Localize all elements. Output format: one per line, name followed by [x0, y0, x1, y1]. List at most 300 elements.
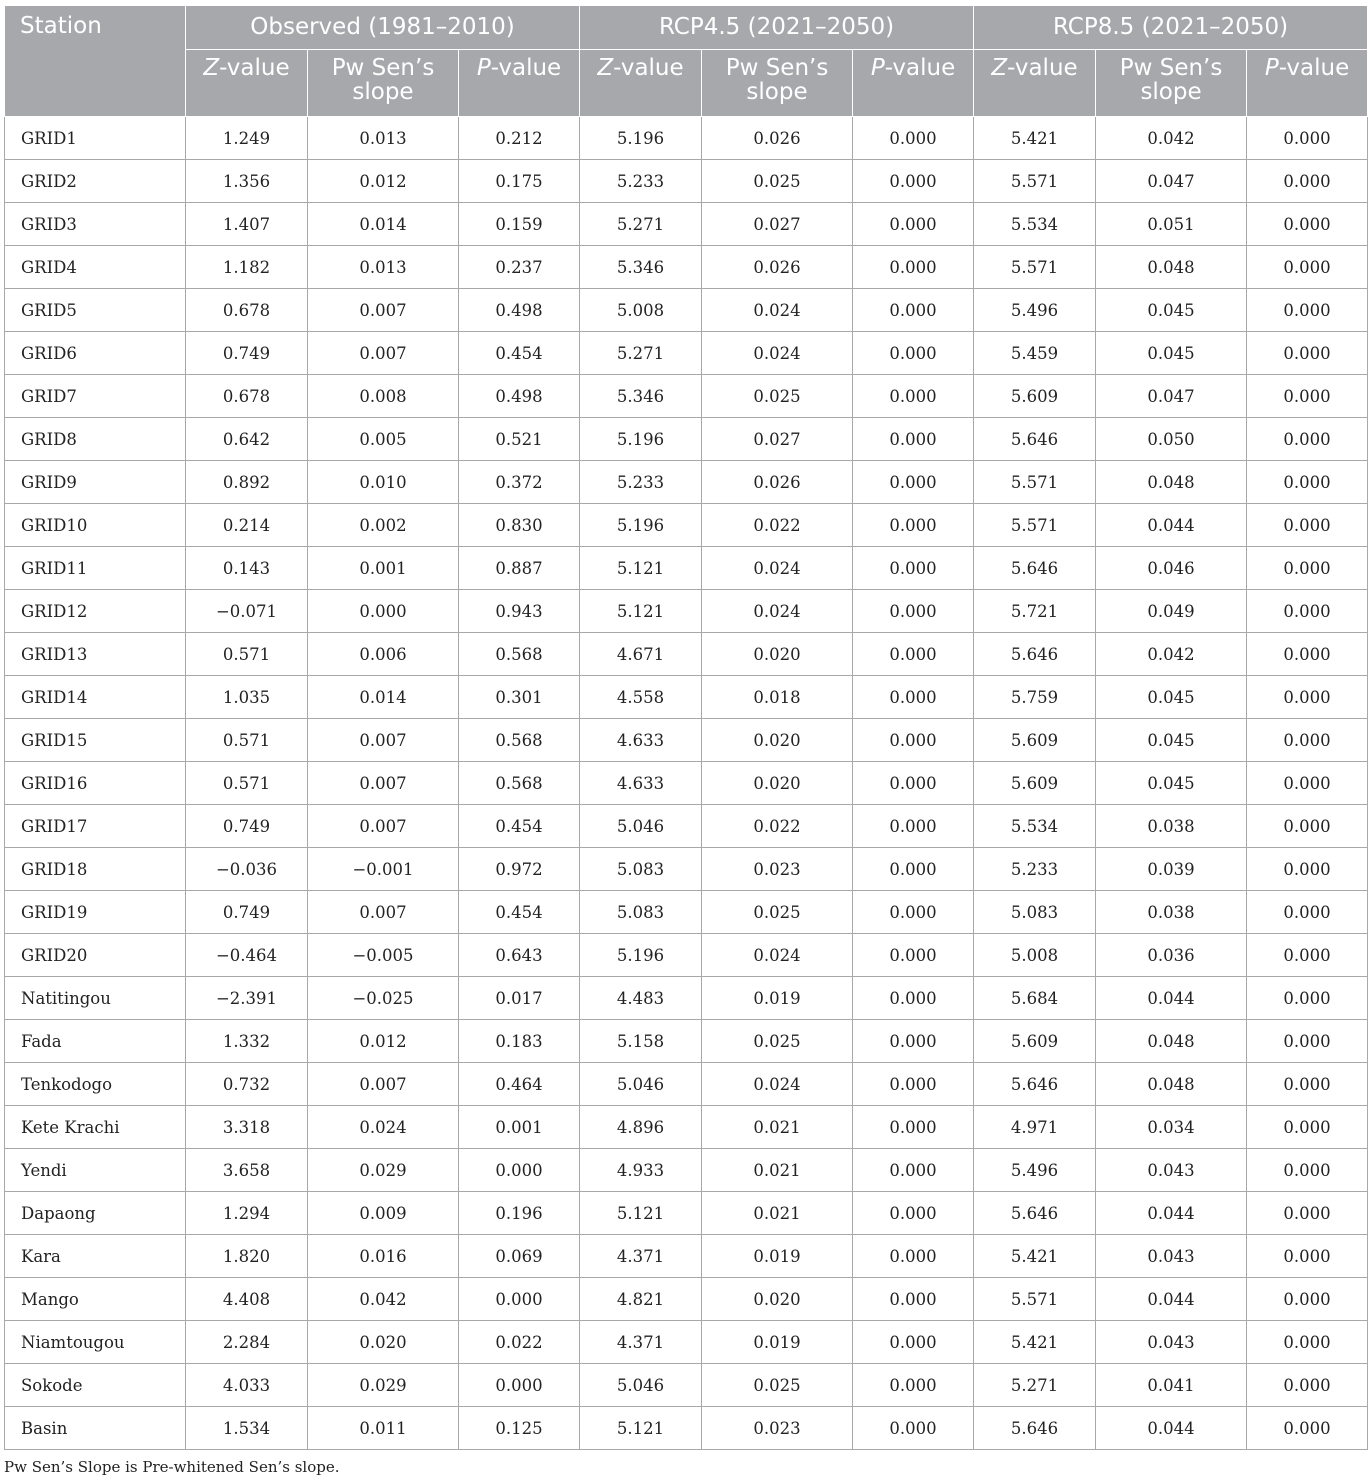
value-cell: 0.000: [853, 203, 974, 246]
value-cell: 5.121: [580, 1192, 702, 1235]
value-cell: 0.000: [853, 1235, 974, 1278]
value-cell: 5.196: [580, 117, 702, 160]
table-row: [5, 762, 1368, 805]
table-row: [5, 1321, 1368, 1364]
value-cell: 5.121: [580, 547, 702, 590]
value-cell: 3.658: [186, 1149, 308, 1192]
subcolumn-header-z-value: [974, 50, 1096, 117]
value-cell: 0.012: [308, 160, 459, 203]
value-cell: 1.820: [186, 1235, 308, 1278]
value-cell: 0.643: [459, 934, 580, 977]
value-cell: 0.000: [853, 375, 974, 418]
value-cell: 5.609: [974, 375, 1096, 418]
value-cell: 0.000: [1247, 934, 1368, 977]
table-row: [5, 805, 1368, 848]
value-cell: 0.454: [459, 805, 580, 848]
value-cell: 0.183: [459, 1020, 580, 1063]
value-cell: 0.000: [853, 1063, 974, 1106]
value-cell: 0.642: [186, 418, 308, 461]
observed-group-header: Observed (1981–2010): [186, 6, 580, 50]
value-cell: 0.000: [308, 590, 459, 633]
value-cell: 4.633: [580, 719, 702, 762]
value-cell: 1.332: [186, 1020, 308, 1063]
value-cell: 0.045: [1096, 332, 1247, 375]
value-cell: 0.000: [459, 1364, 580, 1407]
station-name-cell: GRID18: [5, 848, 186, 891]
value-cell: 0.498: [459, 289, 580, 332]
value-cell: 4.933: [580, 1149, 702, 1192]
table-row: [5, 547, 1368, 590]
value-cell: 0.000: [1247, 375, 1368, 418]
value-cell: 0.000: [853, 504, 974, 547]
value-cell: 0.013: [308, 246, 459, 289]
value-cell: 0.000: [853, 461, 974, 504]
value-cell: 0.943: [459, 590, 580, 633]
value-cell: 0.046: [1096, 547, 1247, 590]
value-cell: 0.196: [459, 1192, 580, 1235]
value-cell: 0.024: [702, 547, 853, 590]
value-cell: 0.007: [308, 805, 459, 848]
value-cell: 0.069: [459, 1235, 580, 1278]
value-cell: 0.047: [1096, 160, 1247, 203]
value-cell: 5.759: [974, 676, 1096, 719]
value-cell: 5.233: [580, 160, 702, 203]
value-cell: 0.454: [459, 332, 580, 375]
value-cell: 5.008: [580, 289, 702, 332]
value-cell: 0.023: [702, 848, 853, 891]
table-footnote: Pw Sen’s Slope is Pre-whitened Sen’s slope.: [4, 1458, 340, 1476]
value-cell: 0.571: [186, 719, 308, 762]
table-row: [5, 504, 1368, 547]
station-name-cell: GRID16: [5, 762, 186, 805]
value-cell: 0.034: [1096, 1106, 1247, 1149]
value-cell: 5.196: [580, 504, 702, 547]
subcolumn-header-pw-sens-slope: [308, 50, 459, 117]
subcolumn-header-pw-sens-slope: [702, 50, 853, 117]
value-cell: 0.000: [853, 891, 974, 934]
value-cell: 0.732: [186, 1063, 308, 1106]
subcolumn-header-italic: Z: [991, 55, 1008, 81]
value-cell: 0.047: [1096, 375, 1247, 418]
value-cell: 0.025: [702, 891, 853, 934]
station-name-cell: GRID3: [5, 203, 186, 246]
value-cell: 0.007: [308, 762, 459, 805]
table-row: [5, 1106, 1368, 1149]
value-cell: 0.000: [1247, 1278, 1368, 1321]
value-cell: 0.498: [459, 375, 580, 418]
value-cell: 0.000: [1247, 461, 1368, 504]
value-cell: 5.496: [974, 289, 1096, 332]
value-cell: 0.000: [1247, 203, 1368, 246]
value-cell: −0.001: [308, 848, 459, 891]
station-name-cell: GRID9: [5, 461, 186, 504]
value-cell: 0.212: [459, 117, 580, 160]
value-cell: 5.271: [580, 203, 702, 246]
value-cell: 0.000: [1247, 1106, 1368, 1149]
value-cell: 0.005: [308, 418, 459, 461]
subcolumn-header-italic: P: [870, 55, 885, 81]
value-cell: 0.048: [1096, 1063, 1247, 1106]
value-cell: 0.301: [459, 676, 580, 719]
value-cell: 0.025: [702, 160, 853, 203]
value-cell: 0.568: [459, 762, 580, 805]
value-cell: 0.237: [459, 246, 580, 289]
value-cell: 0.045: [1096, 719, 1247, 762]
value-cell: 0.014: [308, 203, 459, 246]
value-cell: 0.000: [853, 418, 974, 461]
value-cell: 5.083: [580, 848, 702, 891]
station-name-cell: GRID11: [5, 547, 186, 590]
value-cell: 0.020: [308, 1321, 459, 1364]
value-cell: 4.896: [580, 1106, 702, 1149]
value-cell: −0.025: [308, 977, 459, 1020]
subcolumn-header-z-value: [186, 50, 308, 117]
value-cell: 0.000: [1247, 891, 1368, 934]
value-cell: 1.407: [186, 203, 308, 246]
value-cell: 0.044: [1096, 1192, 1247, 1235]
value-cell: 0.016: [308, 1235, 459, 1278]
value-cell: 0.000: [459, 1278, 580, 1321]
value-cell: 0.892: [186, 461, 308, 504]
value-cell: 5.571: [974, 160, 1096, 203]
value-cell: 4.633: [580, 762, 702, 805]
value-cell: 0.026: [702, 117, 853, 160]
station-name-cell: GRID14: [5, 676, 186, 719]
station-name-cell: Kete Krachi: [5, 1106, 186, 1149]
value-cell: 0.000: [1247, 1192, 1368, 1235]
value-cell: 0.678: [186, 289, 308, 332]
value-cell: 0.372: [459, 461, 580, 504]
station-name-cell: Mango: [5, 1278, 186, 1321]
value-cell: 0.025: [702, 1364, 853, 1407]
table-row: [5, 461, 1368, 504]
value-cell: 1.534: [186, 1407, 308, 1450]
value-cell: 0.143: [186, 547, 308, 590]
value-cell: 0.000: [853, 1106, 974, 1149]
value-cell: 0.887: [459, 547, 580, 590]
value-cell: 5.459: [974, 332, 1096, 375]
value-cell: 0.000: [1247, 1020, 1368, 1063]
value-cell: 0.000: [1247, 547, 1368, 590]
value-cell: 5.646: [974, 1407, 1096, 1450]
value-cell: 0.000: [1247, 805, 1368, 848]
subcolumn-header-p-value: [459, 50, 580, 117]
value-cell: 0.044: [1096, 977, 1247, 1020]
value-cell: 0.021: [702, 1106, 853, 1149]
value-cell: 0.020: [702, 633, 853, 676]
value-cell: 0.007: [308, 1063, 459, 1106]
value-cell: 5.646: [974, 547, 1096, 590]
value-cell: 0.011: [308, 1407, 459, 1450]
value-cell: 0.125: [459, 1407, 580, 1450]
value-cell: 0.048: [1096, 461, 1247, 504]
value-cell: 1.182: [186, 246, 308, 289]
value-cell: 5.046: [580, 1364, 702, 1407]
value-cell: 0.020: [702, 762, 853, 805]
value-cell: 0.000: [1247, 504, 1368, 547]
rcp85-group-header: RCP8.5 (2021–2050): [974, 6, 1368, 50]
value-cell: 0.012: [308, 1020, 459, 1063]
value-cell: 0.000: [853, 289, 974, 332]
value-cell: 0.972: [459, 848, 580, 891]
table-row: [5, 1364, 1368, 1407]
value-cell: −0.464: [186, 934, 308, 977]
value-cell: 0.000: [1247, 977, 1368, 1020]
station-name-cell: GRID19: [5, 891, 186, 934]
station-name-cell: Natitingou: [5, 977, 186, 1020]
value-cell: 0.000: [1247, 418, 1368, 461]
value-cell: 0.043: [1096, 1235, 1247, 1278]
station-name-cell: GRID13: [5, 633, 186, 676]
value-cell: 0.000: [1247, 332, 1368, 375]
table-row: [5, 590, 1368, 633]
value-cell: 0.000: [1247, 246, 1368, 289]
value-cell: 0.038: [1096, 805, 1247, 848]
value-cell: 0.029: [308, 1149, 459, 1192]
station-name-cell: Kara: [5, 1235, 186, 1278]
value-cell: 0.018: [702, 676, 853, 719]
value-cell: 0.000: [853, 246, 974, 289]
subcolumn-header-italic: P: [1264, 55, 1279, 81]
value-cell: 0.000: [853, 332, 974, 375]
table-row: [5, 891, 1368, 934]
value-cell: 4.821: [580, 1278, 702, 1321]
value-cell: 0.000: [1247, 719, 1368, 762]
subcolumn-header-text: -value: [219, 55, 290, 81]
value-cell: 5.534: [974, 805, 1096, 848]
value-cell: 5.196: [580, 418, 702, 461]
table-row: [5, 246, 1368, 289]
value-cell: 0.214: [186, 504, 308, 547]
value-cell: 0.042: [308, 1278, 459, 1321]
value-cell: 0.013: [308, 117, 459, 160]
table-row: [5, 934, 1368, 977]
value-cell: 5.271: [580, 332, 702, 375]
value-cell: 5.646: [974, 418, 1096, 461]
value-cell: 0.000: [853, 590, 974, 633]
value-cell: 0.025: [702, 1020, 853, 1063]
value-cell: 5.571: [974, 504, 1096, 547]
station-name-cell: GRID8: [5, 418, 186, 461]
station-name-cell: Sokode: [5, 1364, 186, 1407]
station-name-cell: Dapaong: [5, 1192, 186, 1235]
value-cell: 0.000: [1247, 1321, 1368, 1364]
value-cell: 0.022: [702, 504, 853, 547]
value-cell: 0.000: [853, 1364, 974, 1407]
value-cell: 0.000: [1247, 289, 1368, 332]
value-cell: 0.024: [702, 934, 853, 977]
value-cell: 0.000: [853, 719, 974, 762]
value-cell: 5.496: [974, 1149, 1096, 1192]
value-cell: 5.684: [974, 977, 1096, 1020]
value-cell: 5.083: [974, 891, 1096, 934]
value-cell: 0.000: [1247, 1149, 1368, 1192]
subcolumn-header-text: -value: [490, 55, 562, 81]
value-cell: 5.046: [580, 805, 702, 848]
value-cell: 0.050: [1096, 418, 1247, 461]
value-cell: 0.021: [702, 1192, 853, 1235]
station-name-cell: GRID1: [5, 117, 186, 160]
value-cell: 0.007: [308, 719, 459, 762]
value-cell: 5.571: [974, 1278, 1096, 1321]
value-cell: 0.000: [1247, 1364, 1368, 1407]
table-row: [5, 848, 1368, 891]
value-cell: 0.000: [853, 117, 974, 160]
value-cell: 5.609: [974, 719, 1096, 762]
value-cell: 0.051: [1096, 203, 1247, 246]
value-cell: 0.044: [1096, 1278, 1247, 1321]
value-cell: 0.041: [1096, 1364, 1247, 1407]
value-cell: 0.175: [459, 160, 580, 203]
value-cell: 0.000: [1247, 762, 1368, 805]
value-cell: 0.022: [459, 1321, 580, 1364]
value-cell: 5.121: [580, 590, 702, 633]
value-cell: 0.749: [186, 805, 308, 848]
value-cell: 0.042: [1096, 117, 1247, 160]
value-cell: 0.007: [308, 332, 459, 375]
value-cell: 5.196: [580, 934, 702, 977]
station-name-cell: GRID7: [5, 375, 186, 418]
value-cell: −0.036: [186, 848, 308, 891]
value-cell: 0.000: [853, 848, 974, 891]
subcolumn-header-p-value: [853, 50, 974, 117]
value-cell: 0.000: [1247, 117, 1368, 160]
table-row: [5, 633, 1368, 676]
subcolumn-header-italic: Z: [203, 55, 220, 81]
value-cell: 5.571: [974, 246, 1096, 289]
station-name-cell: GRID2: [5, 160, 186, 203]
value-cell: 0.000: [1247, 590, 1368, 633]
value-cell: 0.042: [1096, 633, 1247, 676]
table-row: [5, 160, 1368, 203]
value-cell: 0.019: [702, 1235, 853, 1278]
value-cell: 0.039: [1096, 848, 1247, 891]
value-cell: 0.026: [702, 246, 853, 289]
value-cell: 0.571: [186, 633, 308, 676]
table-row: [5, 418, 1368, 461]
value-cell: 5.609: [974, 762, 1096, 805]
value-cell: 0.000: [1247, 1235, 1368, 1278]
value-cell: 0.000: [853, 1149, 974, 1192]
station-name-cell: GRID12: [5, 590, 186, 633]
value-cell: 0.029: [308, 1364, 459, 1407]
table-row: [5, 332, 1368, 375]
value-cell: 0.830: [459, 504, 580, 547]
value-cell: 5.083: [580, 891, 702, 934]
value-cell: 0.000: [1247, 676, 1368, 719]
value-cell: 0.024: [702, 332, 853, 375]
table-row: [5, 1063, 1368, 1106]
subcolumn-header-text: -value: [1007, 55, 1078, 81]
value-cell: 5.609: [974, 1020, 1096, 1063]
value-cell: −0.005: [308, 934, 459, 977]
station-name-cell: Basin: [5, 1407, 186, 1450]
trend-results-table: [4, 5, 1368, 1450]
rcp45-group-header: RCP4.5 (2021–2050): [580, 6, 974, 50]
table-body: [5, 117, 1368, 1450]
value-cell: 1.356: [186, 160, 308, 203]
subcolumn-header-text: -value: [613, 55, 684, 81]
value-cell: 5.346: [580, 375, 702, 418]
value-cell: 0.024: [702, 289, 853, 332]
value-cell: 0.000: [853, 762, 974, 805]
station-name-cell: GRID5: [5, 289, 186, 332]
value-cell: 0.000: [853, 633, 974, 676]
value-cell: 0.568: [459, 719, 580, 762]
value-cell: 0.000: [853, 977, 974, 1020]
value-cell: 1.294: [186, 1192, 308, 1235]
value-cell: 0.678: [186, 375, 308, 418]
value-cell: 0.749: [186, 891, 308, 934]
value-cell: 4.558: [580, 676, 702, 719]
table-row: [5, 676, 1368, 719]
value-cell: 0.007: [308, 891, 459, 934]
value-cell: 5.721: [974, 590, 1096, 633]
value-cell: 0.023: [702, 1407, 853, 1450]
station-name-cell: GRID6: [5, 332, 186, 375]
value-cell: 0.000: [853, 1278, 974, 1321]
subcolumn-header-z-value: [580, 50, 702, 117]
value-cell: 0.002: [308, 504, 459, 547]
value-cell: 5.571: [974, 461, 1096, 504]
value-cell: 0.000: [853, 934, 974, 977]
value-cell: 0.464: [459, 1063, 580, 1106]
value-cell: 0.454: [459, 891, 580, 934]
station-name-cell: GRID17: [5, 805, 186, 848]
value-cell: 0.048: [1096, 246, 1247, 289]
station-column-header: Station: [5, 6, 186, 117]
value-cell: 0.001: [308, 547, 459, 590]
value-cell: 5.421: [974, 1321, 1096, 1364]
value-cell: 0.044: [1096, 504, 1247, 547]
table-row: [5, 1278, 1368, 1321]
value-cell: 0.049: [1096, 590, 1247, 633]
station-name-cell: GRID15: [5, 719, 186, 762]
value-cell: 0.038: [1096, 891, 1247, 934]
value-cell: 0.000: [853, 1192, 974, 1235]
value-cell: 0.024: [702, 1063, 853, 1106]
value-cell: 5.271: [974, 1364, 1096, 1407]
value-cell: 1.249: [186, 117, 308, 160]
value-cell: 4.671: [580, 633, 702, 676]
value-cell: 0.571: [186, 762, 308, 805]
value-cell: 5.421: [974, 1235, 1096, 1278]
table-row: [5, 1020, 1368, 1063]
value-cell: 0.022: [702, 805, 853, 848]
value-cell: 0.019: [702, 1321, 853, 1364]
station-name-cell: Fada: [5, 1020, 186, 1063]
table-row: [5, 1149, 1368, 1192]
table-row: [5, 977, 1368, 1020]
subcolumn-header-p-value: [1247, 50, 1368, 117]
table-row: [5, 375, 1368, 418]
value-cell: 0.010: [308, 461, 459, 504]
value-cell: 4.483: [580, 977, 702, 1020]
value-cell: 0.159: [459, 203, 580, 246]
value-cell: 1.035: [186, 676, 308, 719]
value-cell: 5.121: [580, 1407, 702, 1450]
value-cell: 5.346: [580, 246, 702, 289]
value-cell: 0.000: [1247, 633, 1368, 676]
subcolumn-header-text: Pw Sen’s slope: [725, 55, 829, 106]
table-row: [5, 1192, 1368, 1235]
table-row: [5, 1407, 1368, 1450]
value-cell: 5.534: [974, 203, 1096, 246]
value-cell: 4.371: [580, 1321, 702, 1364]
subcolumn-header-text: Pw Sen’s slope: [1119, 55, 1223, 106]
value-cell: 0.000: [853, 805, 974, 848]
value-cell: 5.646: [974, 633, 1096, 676]
